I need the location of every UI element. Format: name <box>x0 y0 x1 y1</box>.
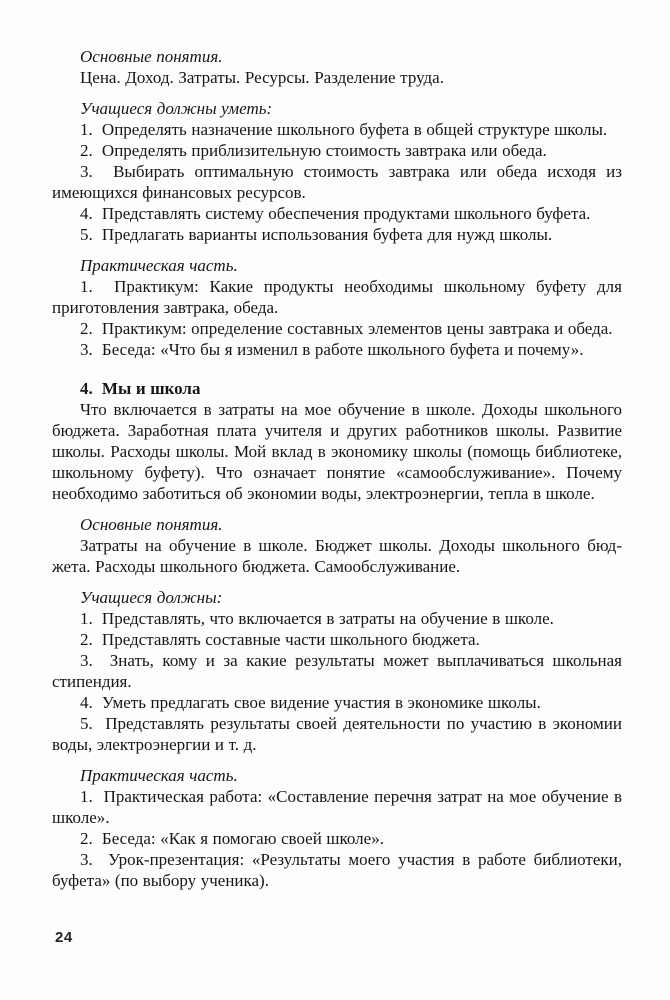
paragraph: Затраты на обучение в школе. Бюджет школы. Доходы школьного бюджета. Расходы школьного бюджета. Самообслуживание. <box>52 536 622 576</box>
subheading: Учащиеся должны: <box>80 588 223 607</box>
paragraph: Цена. Доход. Затраты. Ресурсы. Разделение труда. <box>80 68 444 87</box>
list-item: 1. Представлять, что включается в затраты на обучение в школе. <box>80 609 554 628</box>
list-item: 2. Представлять составные части школьного бюджета. <box>80 630 480 649</box>
subheading: Практическая часть. <box>80 256 238 275</box>
list-item: 4. Представлять систему обеспечения продуктами школьного буфета. <box>80 204 591 223</box>
list-item: 4. Уметь предлагать свое видение участия в экономике школы. <box>80 693 541 712</box>
list-item: 1. Практикум: Какие продукты необходимы школьному буфету для приготовления завтрака, обеда. <box>52 277 622 317</box>
list-item: 1. Определять назначение школьного буфета в общей структуре школы. <box>80 120 608 139</box>
list-item: 2. Беседа: «Как я помогаю своей школе». <box>80 829 384 848</box>
paragraph: Что включается в затраты на мое обучение в школе. Доходы школьного бюджета. Заработная плата учителя и других работников школы. Развитие школы. Расходы школы. Мой вклад в экономику школы (помощь библиотеке, школьному буфету). Что означает понятие «самообслуживание». Почему необходимо заботиться об экономии воды, электроэнергии, тепла в школе. <box>52 400 622 503</box>
subheading: Основные понятия. <box>80 515 223 534</box>
list-item: 3. Беседа: «Что бы я изменил в работе школьного буфета и почему». <box>80 340 584 359</box>
list-item: 5. Предлагать варианты использования буфета для нужд школы. <box>80 225 553 244</box>
list-item: 3. Выбирать оптимальную стоимость завтрака или обеда исходя из имеющихся финансовых ресурсов. <box>52 162 622 202</box>
subheading: Учащиеся должны уметь: <box>80 99 273 118</box>
list-item: 5. Представлять результаты своей деятельности по участию в экономии воды, электроэнергии и т. д. <box>52 714 622 754</box>
list-item: 1. Практическая работа: «Составление перечня затрат на мое обучение в школе». <box>52 787 622 827</box>
subheading: Основные понятия. <box>80 47 223 66</box>
list-item: 2. Практикум: определение составных элементов цены завтрака и обеда. <box>80 319 613 338</box>
list-item: 3. Урок-презентация: «Результаты моего участия в работе библиотеки, буфета» (по выбору ученика). <box>52 850 622 890</box>
section-heading: 4. Мы и школа <box>80 379 201 398</box>
page-number: 24 <box>55 929 73 946</box>
list-item: 3. Знать, кому и за какие результаты может выплачиваться школьная стипендия. <box>52 651 622 691</box>
subheading: Практическая часть. <box>80 766 238 785</box>
text-column <box>52 36 622 891</box>
list-item: 2. Определять приблизительную стоимость завтрака или обеда. <box>80 141 547 160</box>
